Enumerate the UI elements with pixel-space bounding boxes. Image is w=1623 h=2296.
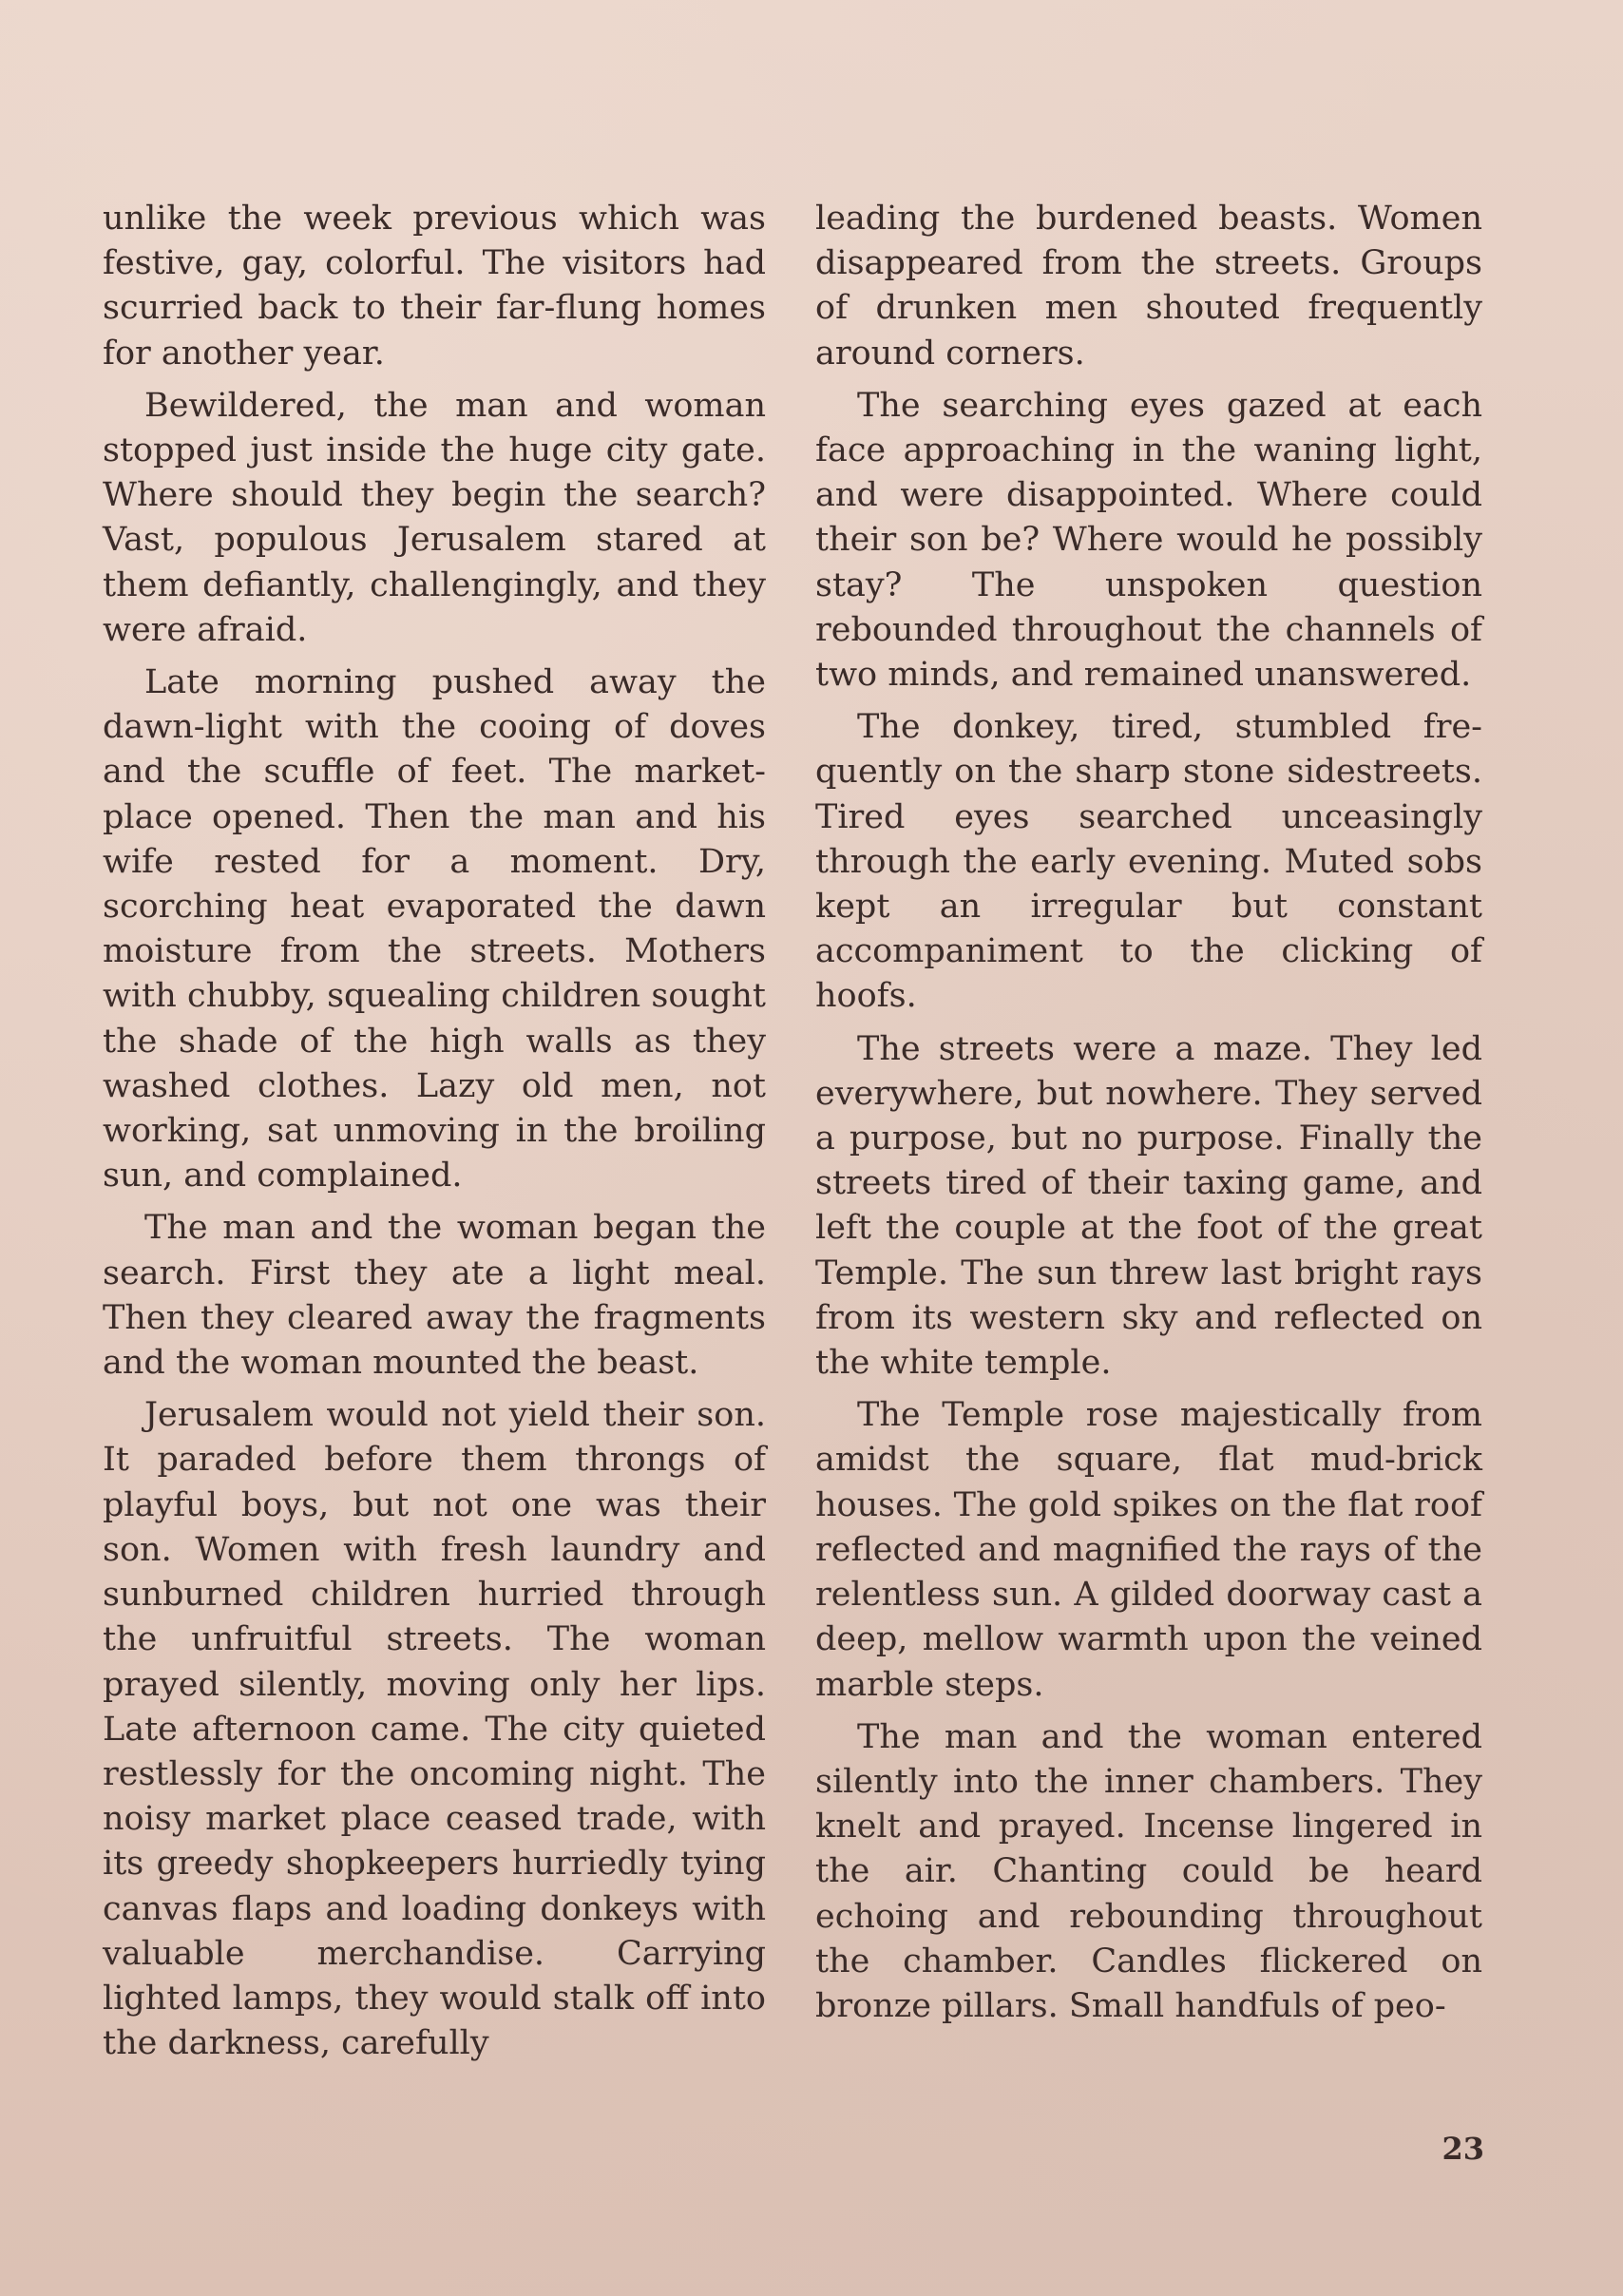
- paragraph: The searching eyes gazed at each face approaching in the waning light, and were disappointed. Where could their son be? Where would he possibly stay? The unspoken question rebounded throughout the channels of two minds, and remained unanswered.: [815, 386, 1482, 695]
- paragraph: The Temple rose majestically from amidst the square, flat mud-brick houses. The gold spikes on the flat roof reflected and magnified the rays of the relentless sun. A gilded doorway cast a deep, mellow warmth upon the veined marble steps.: [815, 1396, 1482, 1704]
- paragraph: Late morning pushed away the dawn-light with the cooing of doves and the scuffle of feet. The market-place opened. Then the man and his wife rested for a moment. Dry, scorching heat evaporated the dawn moisture from the streets. Mothers with chubby, squealing children sought the shade of the high walls as they washed clothes. Lazy old men, not working, sat unmoving in the broiling sun, and complained.: [103, 663, 766, 1196]
- paragraph: The man and the woman began the search. First they ate a light meal. Then they cleared away the fragments and the woman mounted the beast.: [103, 1209, 766, 1383]
- left-text-column: [103, 197, 766, 2074]
- right-text-column: [815, 197, 1482, 2037]
- paragraph: The man and the woman entered silently into the inner chambers. They knelt and prayed. Incense lingered in the air. Chanting could be heard echoing and rebounding throughout the chamber. Candles flickered on bronze pillars. Small handfuls of peo-: [815, 1717, 1482, 2025]
- paragraph: unlike the week previous which was festive, gay, colorful. The visitors had scurried back to their far-flung homes for another year.: [103, 200, 766, 373]
- paragraph: Jerusalem would not yield their son. It paraded before them throngs of playful boys, but not one was their son. Women with fresh laundry and sunburned children hurried through the unfruitful streets. The woman prayed silently, moving only her lips. Late afternoon came. The city quieted restlessly for the oncoming night. The noisy market place ceased trade, with its greedy shopkeepers hurriedly tying canvas flaps and loading donkeys with valuable merchandise. Carrying lighted lamps, they would stalk off into the darkness, carefully: [103, 1396, 766, 2063]
- page-number: 23: [1442, 2131, 1484, 2167]
- paragraph: Bewildered, the man and woman stopped just inside the huge city gate. Where should they begin the search? Vast, populous Jerusalem stared at them defiantly, challengingly, and they were afraid.: [103, 386, 766, 649]
- paragraph: The donkey, tired, stumbled frequently on the sharp stone sidestreets. Tired eyes searched unceasingly through the early evening. Muted sobs kept an irregular but constant accompaniment to the clicking of hoofs.: [815, 708, 1482, 1016]
- paragraph: The streets were a maze. They led everywhere, but nowhere. They served a purpose, but no purpose. Finally the streets tired of their taxing game, and left the couple at the foot of the great Temple. The sun threw last bright rays from its western sky and reflected on the white temple.: [815, 1029, 1482, 1383]
- paragraph: leading the burdened beasts. Women disappeared from the streets. Groups of drunken men shouted frequently around corners.: [815, 200, 1482, 373]
